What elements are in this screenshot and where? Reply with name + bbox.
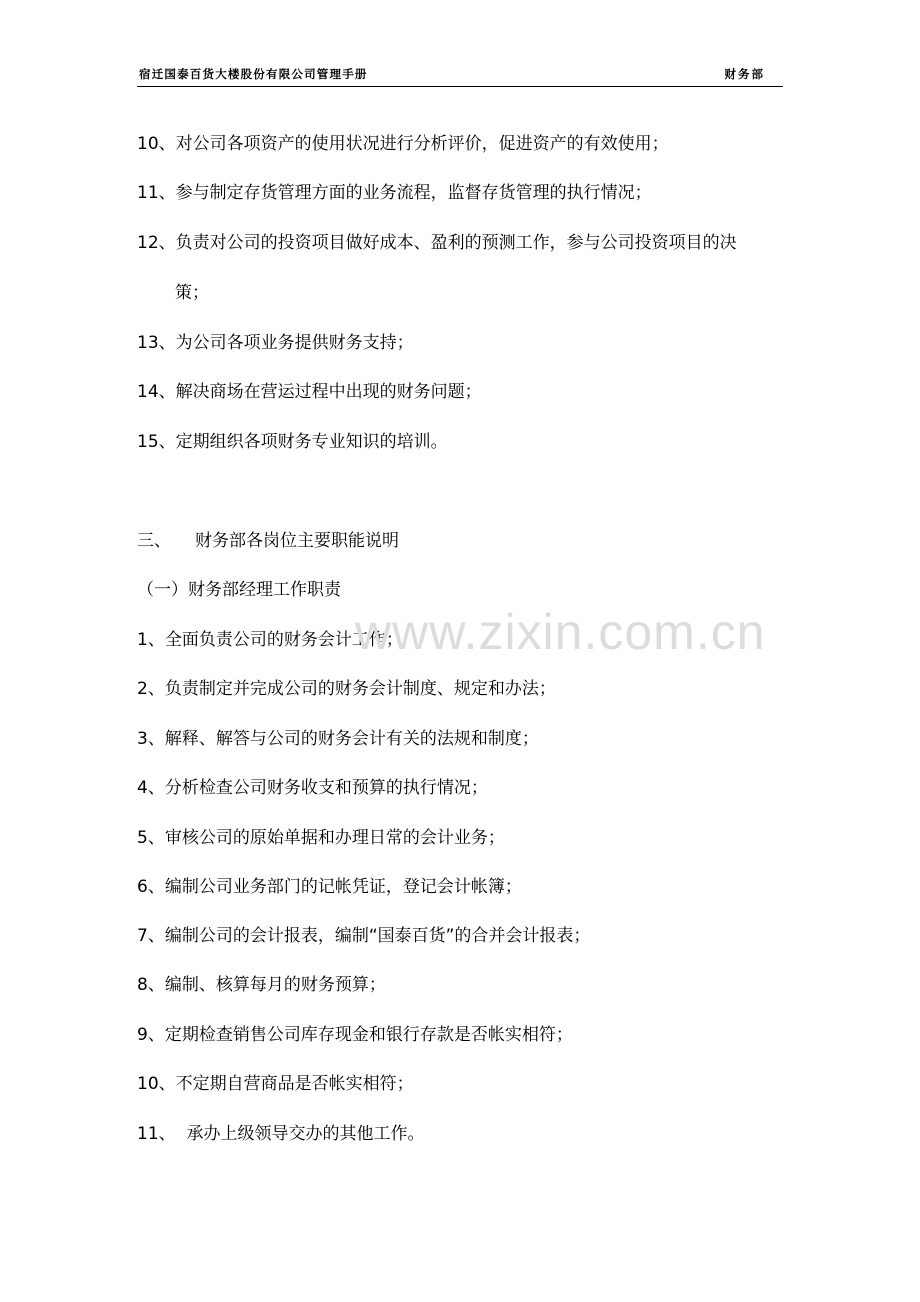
subsection-heading: （一）财务部经理工作职责 xyxy=(137,580,341,600)
duty-item: 7、编制公司的会计报表，编制“国泰百货”的合并会计报表； xyxy=(137,926,591,946)
duty-item: 5、审核公司的原始单据和办理日常的会计业务； xyxy=(137,828,505,848)
section-title: 财务部各岗位主要职能说明 xyxy=(195,531,399,551)
list-item: 14、解决商场在营运过程中出现的财务问题； xyxy=(137,382,482,402)
duty-item: 11、 承办上级领导交办的其他工作。 xyxy=(137,1124,425,1144)
duty-item: 1、全面负责公司的财务会计工作； xyxy=(137,630,403,650)
list-item-continuation: 策； xyxy=(175,283,209,303)
duty-item: 4、分析检查公司财务收支和预算的执行情况； xyxy=(137,778,488,798)
section-number: 三、 xyxy=(137,531,171,551)
list-item: 13、为公司各项业务提供财务支持； xyxy=(137,333,414,353)
list-item: 15、定期组织各项财务专业知识的培训。 xyxy=(137,432,448,452)
page-header xyxy=(137,64,783,87)
duty-item: 10、不定期自营商品是否帐实相符； xyxy=(137,1074,414,1094)
list-item: 12、负责对公司的投资项目做好成本、盈利的预测工作，参与公司投资项目的决 xyxy=(137,233,737,253)
duty-item: 3、解释、解答与公司的财务会计有关的法规和制度； xyxy=(137,729,539,749)
duty-item: 6、编制公司业务部门的记帐凭证，登记会计帐簿； xyxy=(137,877,522,897)
duty-item: 9、定期检查销售公司库存现金和银行存款是否帐实相符； xyxy=(137,1025,573,1045)
watermark: www.zixin.com.cn xyxy=(355,604,766,660)
header-company-title: 宿迁国泰百货大楼股份有限公司管理手册 xyxy=(139,67,368,81)
duty-item: 8、编制、核算每月的财务预算； xyxy=(137,975,386,995)
duty-item: 2、负责制定并完成公司的财务会计制度、规定和办法； xyxy=(137,679,556,699)
list-item: 10、对公司各项资产的使用状况进行分析评价，促进资产的有效使用； xyxy=(137,134,669,154)
header-department: 财务部 xyxy=(724,67,765,81)
list-item: 11、参与制定存货管理方面的业务流程，监督存货管理的执行情况； xyxy=(137,183,652,203)
section-heading xyxy=(137,530,399,552)
